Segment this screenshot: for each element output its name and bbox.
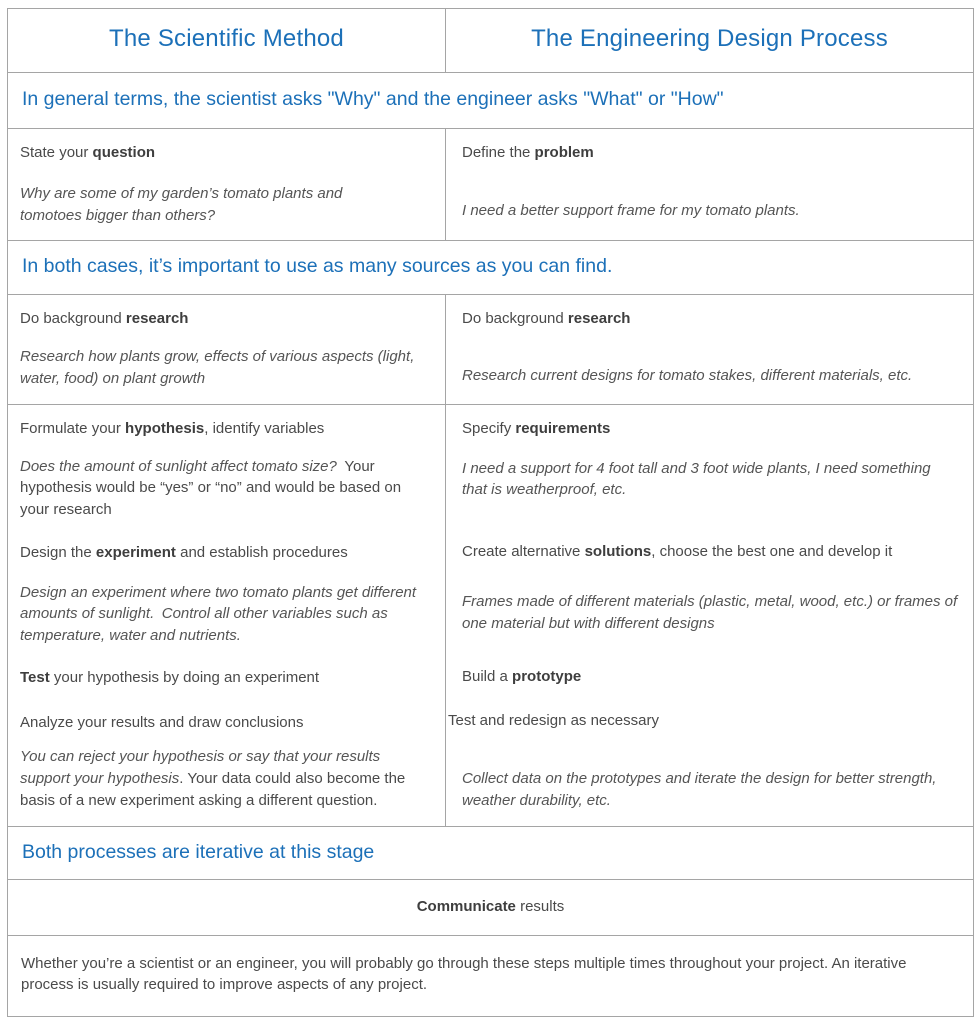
comparison-table	[7, 8, 974, 1017]
communicate-row	[8, 879, 974, 935]
conclusions-example: You can reject your hypothesis or say that your results support your hypothesis. Your data could also become the basis of a new experiment asking a different question.	[20, 748, 406, 809]
banner-iterative: Both processes are iterative at this stage	[8, 826, 974, 879]
prototype-heading: Build a prototype	[462, 668, 582, 686]
prototype-example: Collect data on the prototypes and iterate the design for better strength, weather durability, etc.	[462, 769, 937, 809]
research-row	[8, 294, 974, 404]
banner-row-general	[8, 72, 974, 128]
research-cell-engineering	[446, 294, 974, 404]
solutions-heading: Create alternative solutions, choose the best one and develop it	[462, 543, 893, 561]
problem-cell	[446, 129, 974, 241]
question-problem-row	[8, 129, 974, 241]
header-row	[8, 9, 974, 73]
question-example: Why are some of my garden’s tomato plants and tomotoes bigger than others?	[20, 184, 343, 224]
footer-note: Whether you’re a scientist or an engineer, you will probably go through these steps multiple times throughout your project. An iterative process is usually required to improve aspects of any project.	[8, 935, 974, 1017]
analyze-heading: Analyze your results and draw conclusions	[20, 713, 304, 731]
research-cell-science	[8, 294, 446, 404]
research-example-engineering: Research current designs for tomato stakes, different materials, etc.	[462, 367, 913, 385]
question-cell	[8, 129, 446, 241]
main-steps-row	[8, 404, 974, 826]
research-heading-engineering: Do background research	[462, 309, 631, 327]
scientific-method-title: The Scientific Method	[8, 9, 446, 73]
requirements-example: I need a support for 4 foot tall and 3 foot wide plants, I need something that is weatherproof, etc.	[462, 459, 931, 499]
redesign-heading: Test and redesign as necessary	[448, 712, 659, 730]
solutions-example: Frames made of different materials (plastic, metal, wood, etc.) or frames of one material but with different designs	[462, 592, 958, 632]
research-example-science: Research how plants grow, effects of various aspects (light, water, food) on plant growth	[20, 348, 415, 388]
experiment-heading: Design the experiment and establish procedures	[20, 543, 348, 561]
hypothesis-heading: Formulate your hypothesis, identify variables	[20, 419, 325, 437]
engineering-design-title: The Engineering Design Process	[446, 9, 974, 73]
requirements-heading: Specify requirements	[462, 419, 611, 437]
science-steps-cell	[8, 404, 446, 826]
hypothesis-example: Does the amount of sunlight affect tomato size? Your hypothesis would be “yes” or “no” and would be based on your research	[20, 457, 402, 519]
engineering-steps-cell	[446, 404, 974, 826]
banner-row-iterative	[8, 826, 974, 879]
footer-row	[8, 935, 974, 1017]
research-heading-science: Do background research	[20, 309, 189, 327]
banner-general-terms: In general terms, the scientist asks "Why" and the engineer asks "What" or "How"	[8, 72, 974, 128]
banner-row-sources	[8, 241, 974, 294]
question-heading: State your question	[20, 144, 156, 162]
communicate-cell: Communicate results	[8, 879, 974, 935]
problem-heading: Define the problem	[462, 144, 594, 162]
experiment-example: Design an experiment where two tomato plants get different amounts of sunlight. Control all other variables such as temperature, water and nutrients.	[20, 583, 417, 645]
test-heading: Test your hypothesis by doing an experiment	[20, 668, 320, 686]
problem-example: I need a better support frame for my tomato plants.	[462, 201, 800, 219]
banner-sources: In both cases, it’s important to use as many sources as you can find.	[8, 241, 974, 294]
